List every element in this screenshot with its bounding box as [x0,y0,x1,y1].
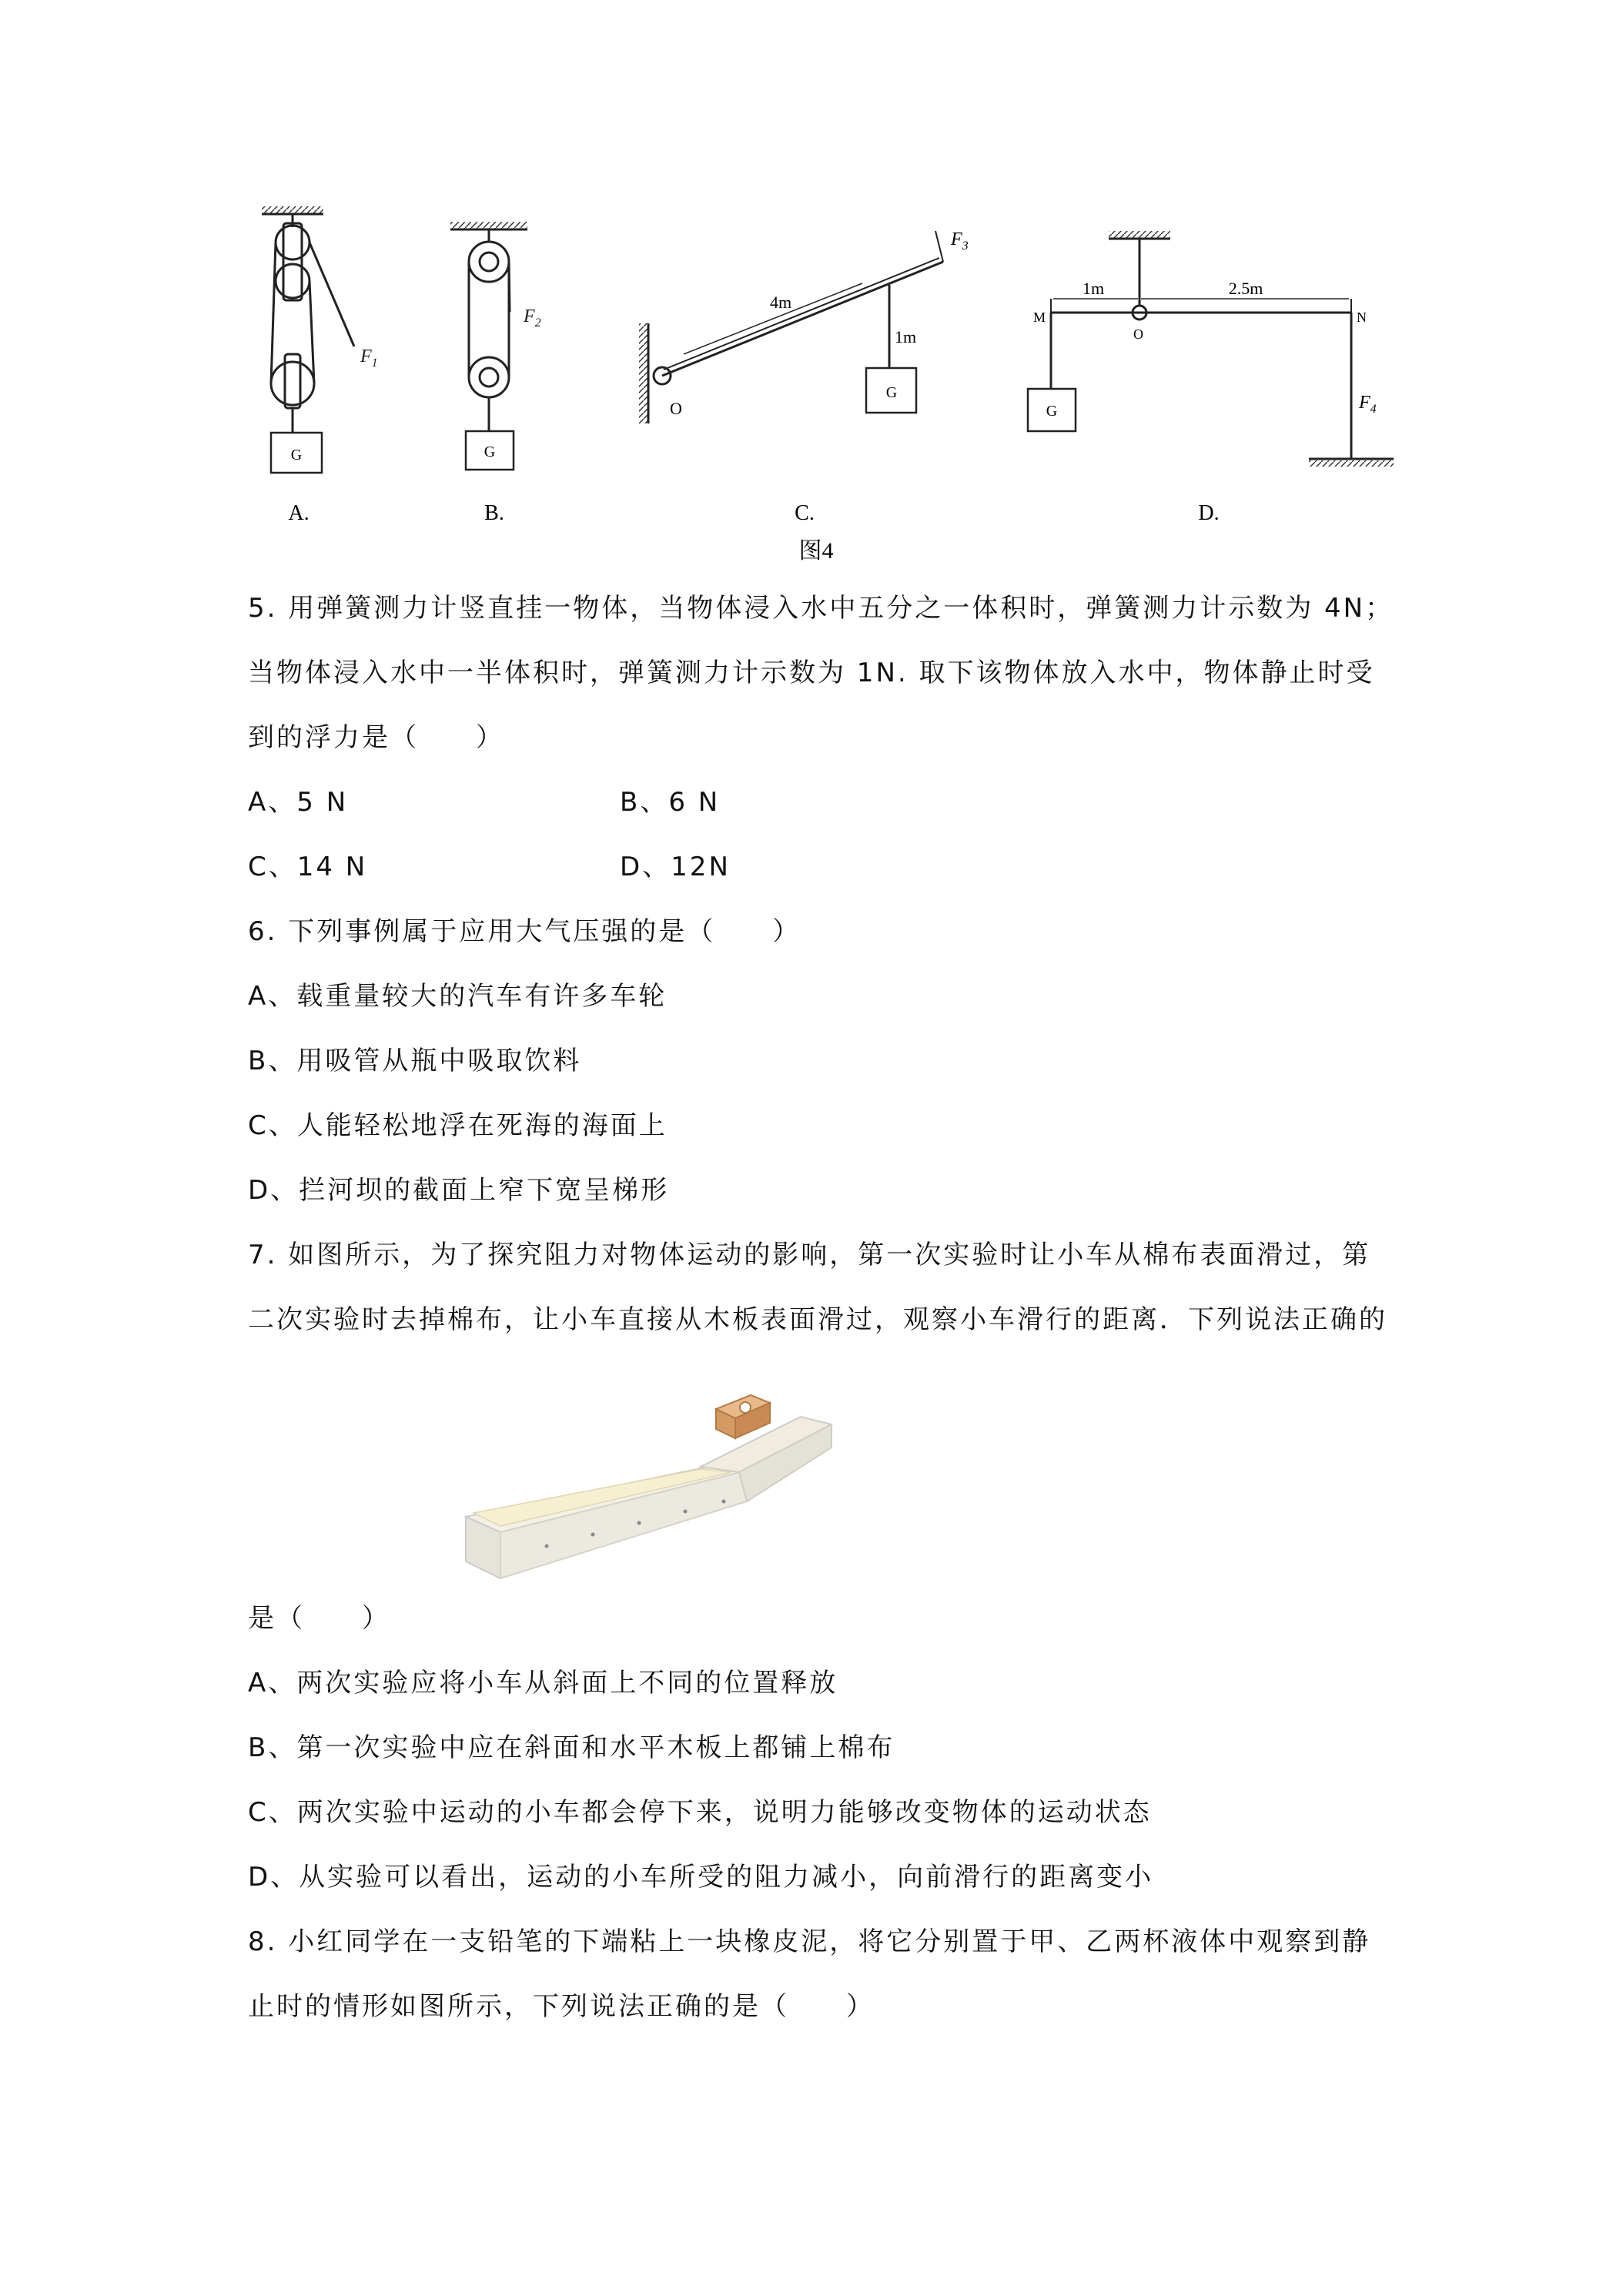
panel-d-left-len: 1m [1082,279,1105,298]
q8-line-1: 8. 小红同学在一支铅笔的下端粘上一块橡皮泥，将它分别置于甲、乙两杯液体中观察到静 [248,1926,1371,1957]
panel-c-weight-label: G [885,384,898,401]
panel-a-weight-label: G [290,447,303,464]
q5-option-b: B、6 N [620,787,721,818]
panel-d-label: D. [1198,501,1220,525]
panel-c-force-label: $F_3$ [951,229,969,253]
figure-4-drawing [231,185,1401,585]
panel-c-label: C. [795,501,815,525]
panel-d-weight-label: G [1046,403,1058,420]
panel-b-label: B. [484,501,504,525]
q5-option-d: D、12N [620,852,731,882]
q5-option-a: A、5 N [248,787,349,818]
panel-b-pulley [450,222,527,470]
q6-option-b: B、用吸管从瓶中吸取饮料 [248,1046,582,1076]
q6-option-c: C、人能轻松地浮在死海的海面上 [248,1110,668,1141]
panel-c-length-label: 4m [770,293,792,312]
q7-option-a: A、两次实验应将小车从斜面上不同的位置释放 [248,1668,838,1699]
panel-d-right-len: 2.5m [1228,279,1263,298]
panel-d-right-end: N [1357,310,1367,325]
panel-b-weight-label: G [484,443,496,460]
q7-line-1: 7. 如图所示，为了探究阻力对物体运动的影响，第一次实验时让小车从棉布表面滑过，第 [248,1240,1371,1270]
panel-b-force-label: $F_2$ [524,306,541,330]
q6-stem: 6. 下列事例属于应用大气压强的是（ ） [248,916,801,947]
q5-line-1: 5. 用弹簧测力计竖直挂一物体，当物体浸入水中五分之一体积时，弹簧测力计示数为 4N； [248,593,1394,624]
q7-option-d: D、从实验可以看出，运动的小车所受的阻力减小，向前滑行的距离变小 [248,1862,1154,1893]
q6-option-d: D、拦河坝的截面上窄下宽呈梯形 [248,1175,670,1206]
panel-d-pivot: O [1133,326,1143,342]
q6-option-a: A、载重量较大的汽车有许多车轮 [248,981,668,1012]
q7-option-c: C、两次实验中运动的小车都会停下来，说明力能够改变物体的运动状态 [248,1797,1152,1828]
panel-d-lever [1028,231,1394,467]
q5-option-c: C、14 N [248,852,368,882]
panel-c-pivot-label: O [670,399,682,418]
q7-line-2: 二次实验时去掉棉布，让小车直接从木板表面滑过，观察小车滑行的距离．下列说法正确的 [248,1304,1387,1335]
q5-line-3: 到的浮力是（ ） [248,722,504,753]
q7-line-3: 是（ ） [248,1603,390,1634]
panel-a-pulley [262,206,354,473]
panel-a-label: A. [288,501,310,525]
figure-4-caption: 图4 [798,538,834,564]
panel-d-left-end: M [1033,310,1046,325]
figure-4 [231,185,1401,585]
q5-line-2: 当物体浸入水中一半体积时，弹簧测力计示数为 1N. 取下该物体放入水中，物体静止时受 [248,658,1375,688]
q7-option-b: B、第一次实验中应在斜面和水平木板上都铺上棉布 [248,1732,895,1763]
panel-c-height-label: 1m [895,327,917,346]
panel-a-force-label: $F_1$ [360,346,378,370]
q8-line-2: 止时的情形如图所示，下列说法正确的是（ ） [248,1991,875,2022]
q7-ramp-drawing [454,1355,839,1617]
panel-d-force-label: $F_4$ [1359,393,1377,416]
q7-ramp-figure [454,1355,839,1617]
